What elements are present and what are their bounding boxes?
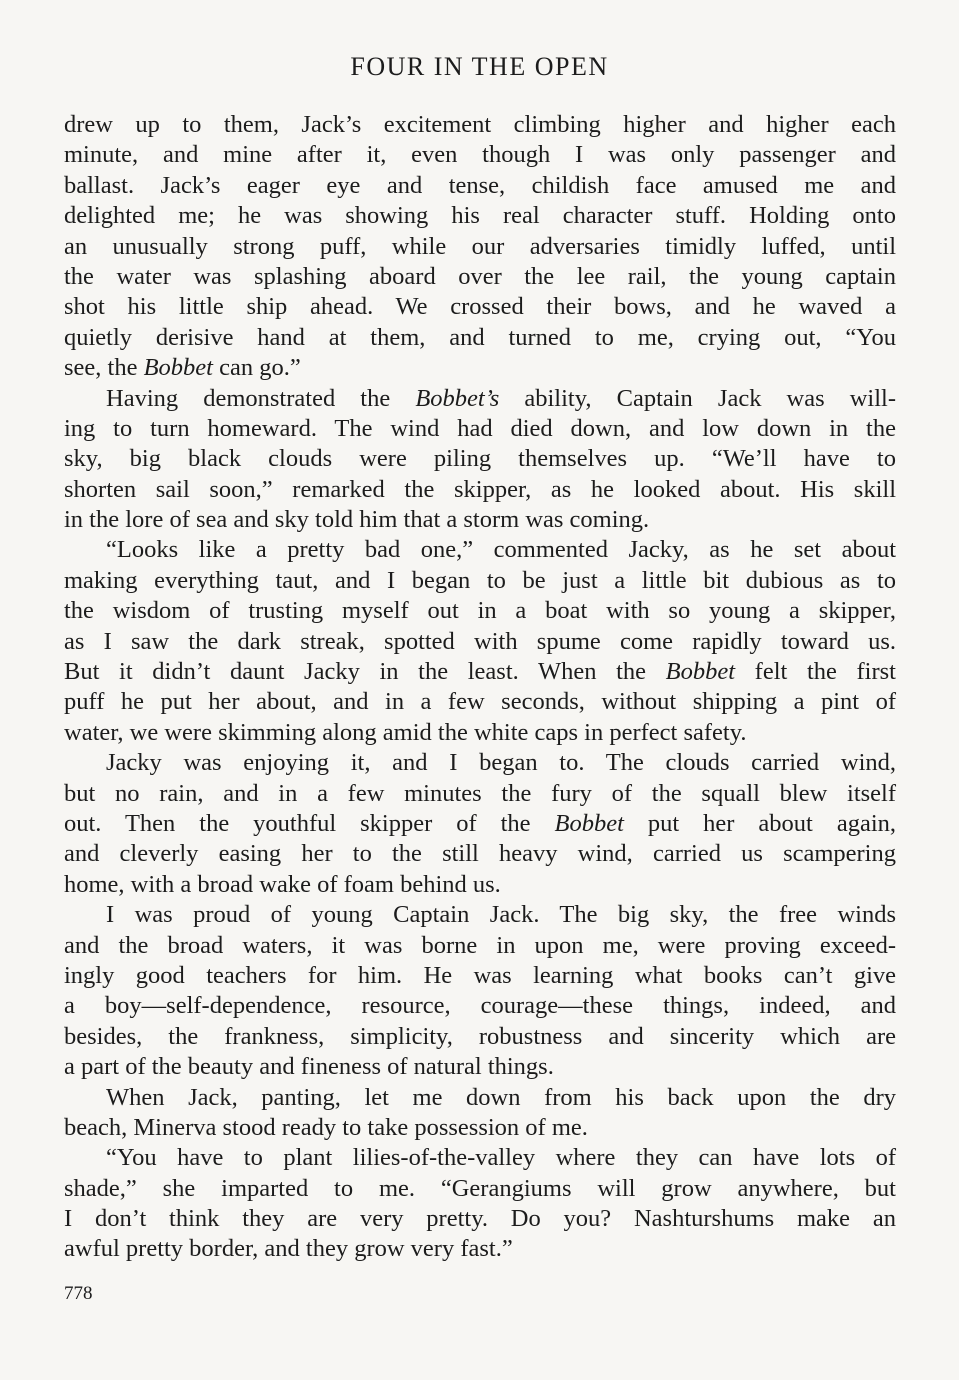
page-number: 778 <box>64 1283 93 1304</box>
text-line: shade,” she imparted to me. “Gerangiums will grow anywhere, but <box>64 1174 896 1202</box>
text-line: making everything taut, and I began to be just a little bit dubious as to <box>64 566 896 594</box>
text-line: and cleverly easing her to the still heavy wind, carried us scampering <box>64 840 896 868</box>
text-line: water, we were skimming along amid the white caps in perfect safety. <box>64 718 747 746</box>
paragraph-first-line: I was proud of young Captain Jack. The big sky, the free winds <box>106 901 896 929</box>
text-line: But it didn’t daunt Jacky in the least. When the Bobbet felt the first <box>64 658 896 686</box>
text-line: besides, the frankness, simplicity, robustness and sincerity which are <box>64 1022 896 1050</box>
text-line: a boy—self-dependence, resource, courage—these things, indeed, and <box>64 992 896 1020</box>
text-line: ballast. Jack’s eager eye and tense, childish face amused me and <box>64 171 896 199</box>
text-line: a part of the beauty and fineness of natural things. <box>64 1053 554 1081</box>
ship-name: Bobbet <box>143 354 213 382</box>
text-line: beach, Minerva stood ready to take possession of me. <box>64 1113 588 1141</box>
body-text <box>64 110 896 1265</box>
ship-name: Bobbet’s <box>415 384 500 412</box>
text-line: delighted me; he was showing his real character stuff. Holding onto <box>64 202 896 230</box>
text-line: sky, big black clouds were piling themselves up. “We’ll have to <box>64 445 896 473</box>
text-line: an unusually strong puff, while our adversaries timidly luffed, until <box>64 232 896 260</box>
text-line: shorten sail soon,” remarked the skipper, as he looked about. His skill <box>64 475 896 503</box>
text-line: minute, and mine after it, even though I was only passenger and <box>64 141 896 169</box>
text-line <box>64 353 896 383</box>
paragraph-first-line: Jacky was enjoying it, and I began to. The clouds carried wind, <box>106 749 896 777</box>
text-line: in the lore of sea and sky told him that a storm was coming. <box>64 506 650 534</box>
text-line: the water was splashing aboard over the lee rail, the young captain <box>64 262 896 290</box>
text-line: awful pretty border, and they grow very fast.” <box>64 1235 513 1263</box>
text-line: out. Then the youthful skipper of the Bobbet put her about again, <box>64 809 897 837</box>
text-line: puff he put her about, and in a few seconds, without shipping a pint of <box>64 688 896 716</box>
text-line: but no rain, and in a few minutes the fury of the squall blew itself <box>64 779 896 807</box>
text-line: quietly derisive hand at them, and turned to me, crying out, “You <box>64 323 896 351</box>
text-line: as I saw the dark streak, spotted with spume come rapidly toward us. <box>64 627 896 655</box>
paragraph-first-line: Having demonstrated the Bobbet’s ability, Captain Jack was will- <box>106 384 897 412</box>
running-head: FOUR IN THE OPEN <box>350 52 609 81</box>
ship-name: Bobbet <box>554 809 624 837</box>
paragraph-first-line: “You have to plant lilies-of-the-valley where they can have lots of <box>106 1144 896 1172</box>
ship-name: Bobbet <box>665 658 736 686</box>
text-line: shot his little ship ahead. We crossed their bows, and he waved a <box>64 293 896 321</box>
paragraph-first-line: “Looks like a pretty bad one,” commented Jacky, as he set about <box>106 536 896 564</box>
text-line: ingly good teachers for him. He was learning what books can’t give <box>64 961 896 989</box>
text-line: drew up to them, Jack’s excitement climbing higher and higher each <box>64 111 896 138</box>
text-line: home, with a broad wake of foam behind us. <box>64 870 501 898</box>
text-fragment: can go.” <box>213 354 301 382</box>
text-line: I don’t think they are very pretty. Do you? Nashturshums make an <box>64 1205 896 1233</box>
text-fragment: see, the <box>64 354 144 382</box>
text-line: the wisdom of trusting myself out in a boat with so young a skipper, <box>64 597 896 625</box>
paragraph-first-line: When Jack, panting, let me down from his back upon the dry <box>106 1083 896 1111</box>
text-line: and the broad waters, it was borne in upon me, were proving exceed- <box>64 931 896 959</box>
text-line: ing to turn homeward. The wind had died down, and low down in the <box>64 414 896 442</box>
